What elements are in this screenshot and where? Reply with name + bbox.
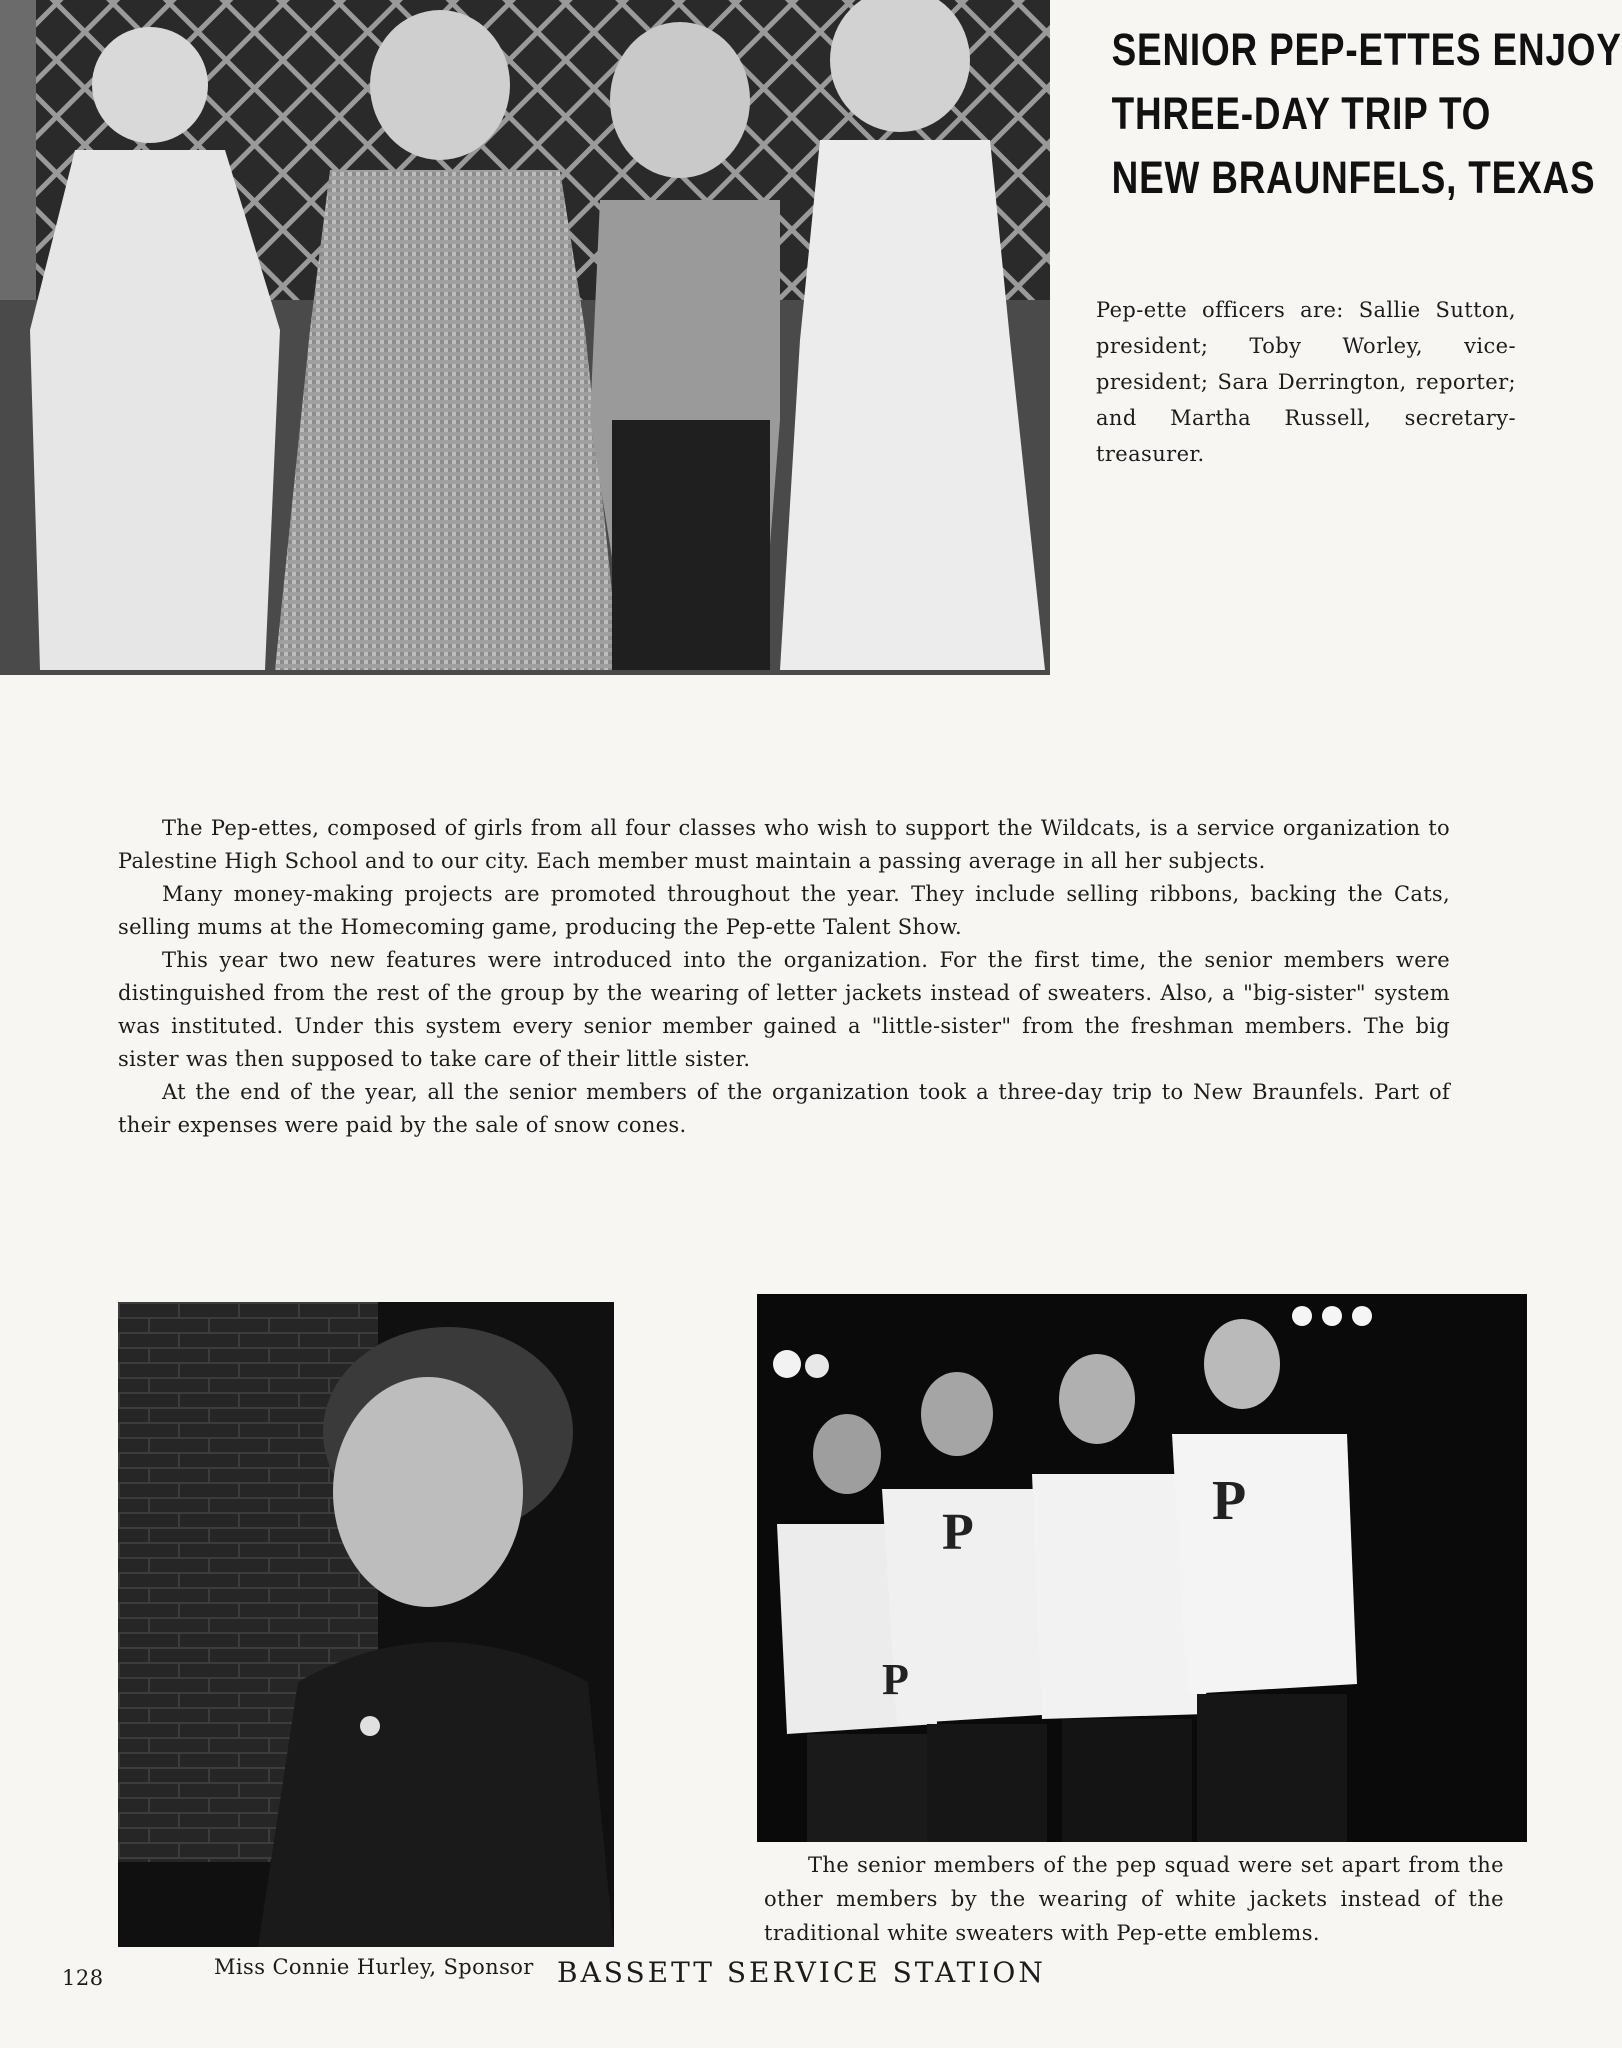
headline: [1111, 18, 1622, 210]
article-paragraph: This year two new features were introduced into the organization. For the first time, the senior members were distinguished from the rest of the group by the wearing of letter jackets instead of sweaters. Also, a "big-sister" system was instituted. Under this system every senior member gained a "little-sister" from the freshman members. The big sister was then supposed to take care of their little sister.: [118, 948, 1450, 1071]
article-paragraph: The Pep-ettes, composed of girls from all four classes who wish to support the Wildcats, is a service organization to Palestine High School and to our city. Each member must maintain a passing average in all her subjects.: [118, 816, 1450, 873]
article-paragraph: Many money-making projects are promoted throughout the year. They include selling ribbons, backing the Cats, selling mums at the Homecoming game, producing the Pep-ette Talent Show.: [118, 882, 1450, 939]
officers-photo: [0, 0, 1050, 675]
officers-caption: Pep-ette officers are: Sallie Sutton, president; Toby Worley, vice-president; Sara Derrington, reporter; and Martha Russell, secretary-treasurer.: [1096, 298, 1516, 466]
headline-line: NEW BRAUNFELS, TEXAS: [1111, 152, 1596, 203]
advertiser-name: BASSETT SERVICE STATION: [557, 1956, 1046, 1989]
sponsor-caption: Miss Connie Hurley, Sponsor: [214, 1955, 534, 1979]
page-number: 128: [62, 1966, 104, 1990]
jacket-letter: P: [942, 1504, 974, 1561]
headline-line: THREE-DAY TRIP TO: [1111, 88, 1492, 139]
sponsor-photo: [118, 1302, 614, 1947]
article-body: [118, 812, 1450, 1142]
seniors-caption: The senior members of the pep squad were set apart from the other members by the wearing of white jackets instead of the traditional white sweaters with Pep-ette emblems.: [764, 1853, 1504, 1945]
headline-line: SENIOR PEP-ETTES ENJOY: [1111, 24, 1622, 75]
article-paragraph: At the end of the year, all the senior members of the organization took a three-day trip to New Braunfels. Part of their expenses were paid by the sale of snow cones.: [118, 1080, 1450, 1137]
jacket-letter: P: [1212, 1470, 1247, 1532]
jacket-letter: P: [882, 1655, 909, 1704]
seniors-photo: [757, 1294, 1527, 1842]
